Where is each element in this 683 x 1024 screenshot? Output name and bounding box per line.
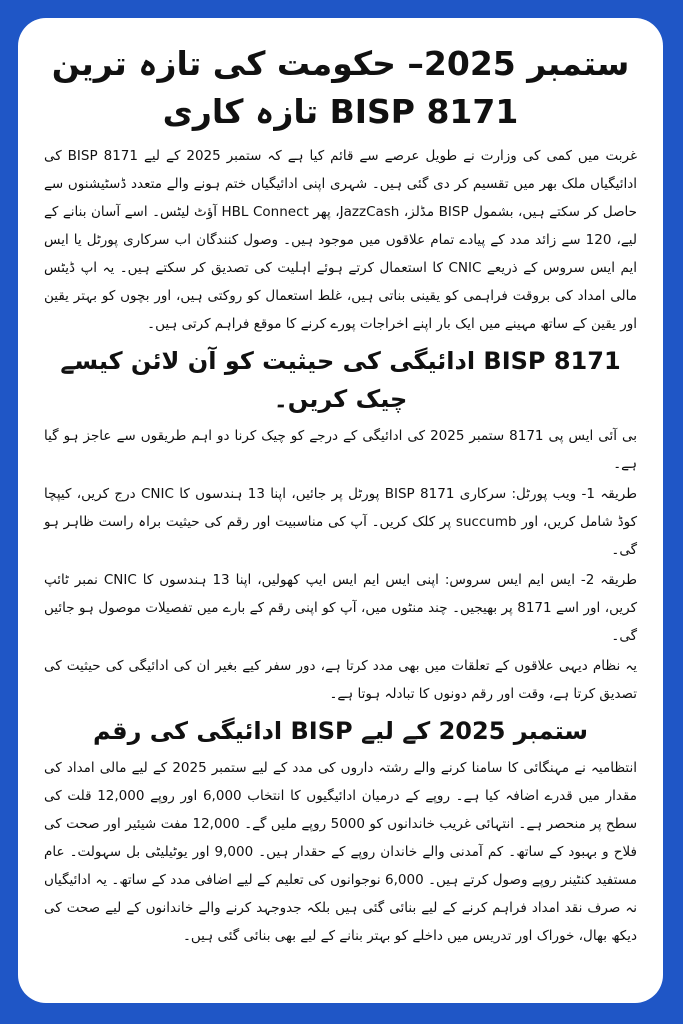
method-2-paragraph: طریقہ 2- ایس ایم ایس سروس: اپنی ایس ایم ایس ایپ کھولیں، اپنا 13 ہندسوں کا CNIC نمبر ٹائپ کریں، اور اسے 8171 پر بھیجیں۔ چند منٹوں میں، آپ کو اپنی رقم کے بارے میں تفصیلات موصول ہو جائیں گی۔	[44, 572, 638, 644]
page-title: ستمبر 2025– حکومت کی تازہ ترین BISP 8171 تازہ کاری	[51, 44, 630, 131]
method-1-paragraph: طریقہ 1- ویب پورٹل: سرکاری BISP 8171 پورٹل پر جائیں، اپنا 13 ہندسوں کا CNIC درج کریں، کیپچا کوڈ شامل کریں، اور succumb پر کلک کریں۔ آپ کی مناسبیت اور رقم کی حیثیت براہ راست ظاہر ہو گی۔	[44, 486, 638, 558]
section-intro-paragraph: بی آئی ایس پی 8171 ستمبر 2025 کی ادائیگی کے درجے کو چیک کرنا دو اہم طریقوں سے عاجز ہو گیا ہے۔	[44, 428, 638, 472]
article-card	[18, 18, 663, 1003]
payment-amount-paragraph: انتظامیہ نے مہنگائی کا سامنا کرنے والے رشتہ داروں کی مدد کے لیے ستمبر 2025 کے لیے مالی امداد کی مقدار میں قدرے اضافہ کیا ہے۔ روپے کے درمیان ادائیگیوں کا انتخاب 6,000 اور روپے 12,000 قلت کی سطح پر منحصر ہے۔ انتہائی غریب خاندانوں کو 5000 روپے ملیں گے۔ 12,000 مفت شیئیر اور صحت کی فلاح و بہبود کے ساتھ۔ کم آمدنی والے خاندان روپے کے حقدار ہیں۔ 9,000 اور یوٹیلیٹی بل سہولت۔ عام مستفید کنٹینر روپے وصول کرتے ہیں۔ 6,000 نوجوانوں کی تعلیم کے لیے اضافی مدد کے ساتھ۔ یہ ادائیگیاں نہ صرف نقد امداد فراہم کرنے کے لیے بنائی گئی ہیں بلکہ جدوجہد کرنے والے خاندانوں کے لیے صحت کی دیکھ بھال، خوراک اور تدریس میں داخلے کو بہتر بنانے کے لیے بھی بنائی گئی ہیں۔	[44, 760, 638, 944]
section-heading-check-status: BISP 8171 ادائیگی کی حیثیت کو آن لائن کیسے چیک کریں۔	[60, 347, 621, 413]
section-heading-payment-amount: ستمبر 2025 کے لیے BISP ادائیگی کی رقم	[93, 717, 588, 745]
system-note-paragraph: یہ نظام دیہی علاقوں کے تعلقات میں بھی مدد کرتا ہے، دور سفر کیے بغیر ان کی ادائیگی کی حیثیت کی تصدیق کرتا ہے، وقت اور رقم دونوں کا تبادلہ ہوتا ہے۔	[44, 658, 637, 702]
intro-paragraph: غربت میں کمی کی وزارت نے طویل عرصے سے قائم کیا ہے کہ ستمبر 2025 کے لیے BISP 8171 کی ادائیگیاں ملک بھر میں تقسیم کر دی گئی ہیں۔ شہری اپنی ادائیگیاں ختم ہونے والے متعدد ڈسٹیشنوں سے حاصل کر سکتے ہیں، بشمول BISP مڈلز، JazzCash، پھر HBL Connect آؤٹ لیٹس۔ اسے آسان بنانے کے لیے، 120 سے زائد مدد کے پیادے تمام علاقوں میں موجود ہیں۔ وصول کنندگان اب سرکاری پورٹل یا ایس ایم ایس سروس کے ذریعے CNIC کا استعمال کرتے ہوئے اہلیت کی تصدیق کر سکتے ہیں۔ یہ اپ ڈیٹس مالی امداد کی بروقت فراہمی کو یقینی بناتی ہیں، غلط استعمال کو روکتی ہیں، اور بچوں کو بہتر یقین اور یقین کے ساتھ مہینے میں ایک بار اپنے اخراجات پورے کرنے کا موقع فراہم کرتی ہیں۔	[44, 148, 638, 332]
